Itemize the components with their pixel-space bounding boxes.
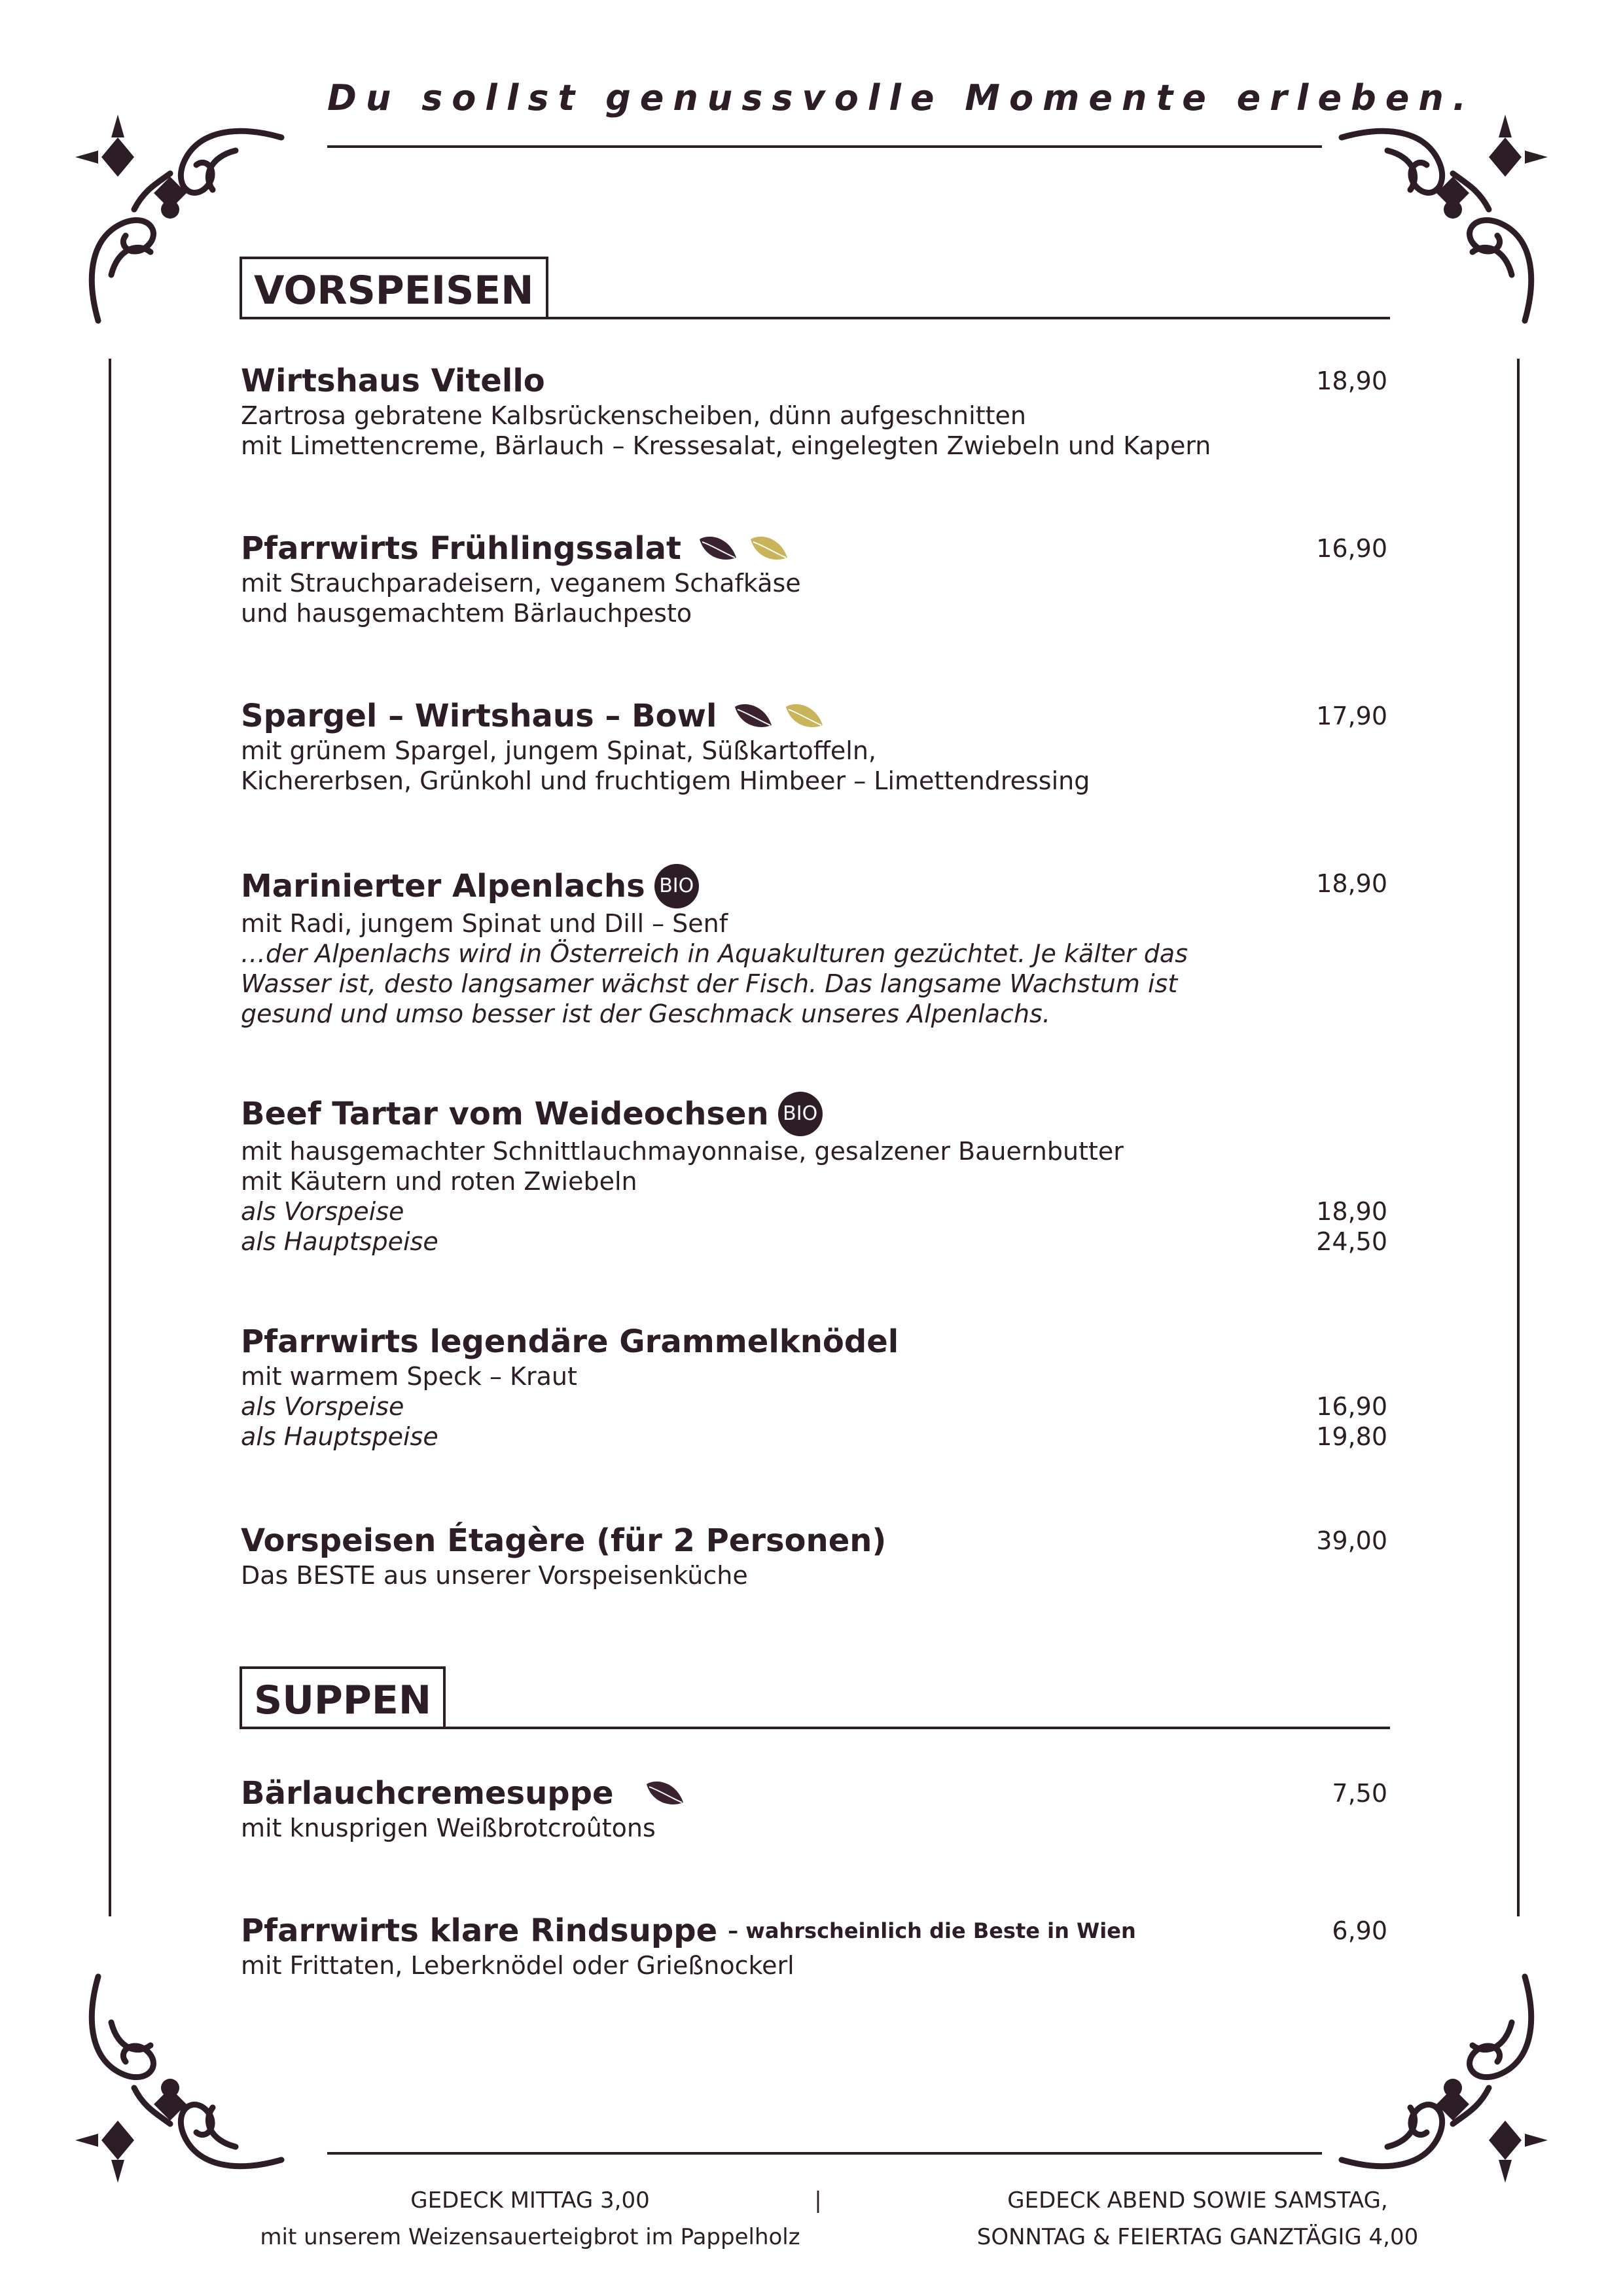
- item-price: 16,90: [1316, 534, 1387, 563]
- item-price: 18,90: [1316, 367, 1387, 395]
- item-name: Vorspeisen Étagère (für 2 Personen): [241, 1522, 887, 1559]
- leaf-gold-icon: [783, 702, 825, 730]
- ornament-bottom-left: [72, 1970, 288, 2186]
- item-desc: mit Frittaten, Leberknödel oder Grießnockerl: [241, 1951, 794, 1980]
- leaf-dark-icon: [732, 702, 774, 730]
- variant-label: als Hauptspeise: [241, 1227, 438, 1256]
- item-desc: Das BESTE aus unserer Vorspeisenküche: [241, 1561, 748, 1590]
- item-desc: Kichererbsen, Grünkohl und fruchtigem Himbeer – Limettendressing: [241, 766, 1090, 795]
- variant-price: 16,90: [1316, 1392, 1387, 1421]
- item-price: 7,50: [1332, 1779, 1387, 1808]
- item-note: gesund und umso besser ist der Geschmack unseres Alpenlachs.: [241, 999, 1050, 1028]
- item-note: …der Alpenlachs wird in Österreich in Aquakulturen gezüchtet. Je kälter das: [241, 939, 1188, 968]
- frame-left: [109, 359, 111, 1916]
- item-name: Wirtshaus Vitello: [241, 363, 545, 399]
- item-note: Wasser ist, desto langsamer wächst der Fisch. Das langsame Wachstum ist: [241, 969, 1178, 998]
- footer-right-line-1: GEDECK ABEND SOWIE SAMSTAG,: [1007, 2187, 1388, 2214]
- bio-badge: BIO: [654, 864, 699, 908]
- section-title-vorspeisen: VORSPEISEN: [240, 257, 548, 319]
- frame-right: [1517, 359, 1520, 1916]
- item-name: Bärlauchcremesuppe: [241, 1775, 614, 1812]
- item-desc: mit grünem Spargel, jungem Spinat, Süßkartoffeln,: [241, 736, 877, 765]
- variant-label: als Hauptspeise: [241, 1422, 438, 1451]
- section-rule-suppen: [240, 1727, 1390, 1729]
- footer-right-line-2: SONNTAG & FEIERTAG GANZTÄGIG 4,00: [976, 2224, 1419, 2250]
- variant-label: als Vorspeise: [241, 1392, 404, 1421]
- footer-left-line-2: mit unserem Weizensauerteigbrot im Pappelholz: [260, 2224, 800, 2250]
- item-name: Beef Tartar vom Weideochsen: [241, 1096, 769, 1132]
- menu-item-fruehlingssalat: [241, 529, 1387, 628]
- leaf-dark-icon: [697, 534, 739, 563]
- item-desc: Zartrosa gebratene Kalbsrückenscheiben, dünn aufgeschnitten: [241, 401, 1026, 430]
- item-desc: mit Radi, jungem Spinat und Dill – Senf: [241, 909, 728, 938]
- bio-badge: BIO: [778, 1092, 823, 1136]
- menu-item-etagere: [241, 1521, 1387, 1590]
- menu-item-baerlauchcremesuppe: [241, 1774, 1387, 1843]
- item-desc: mit warmem Speck – Kraut: [241, 1362, 577, 1391]
- item-name: Spargel – Wirtshaus – Bowl: [241, 698, 717, 734]
- variant-price: 18,90: [1316, 1197, 1387, 1226]
- variant-price: 24,50: [1316, 1227, 1387, 1256]
- item-desc: mit hausgemachter Schnittlauchmayonnaise, gesalzener Bauernbutter: [241, 1137, 1124, 1166]
- item-price: 18,90: [1316, 869, 1387, 898]
- ornament-bottom-right: [1335, 1970, 1551, 2186]
- menu-item-spargel-bowl: [241, 696, 1387, 796]
- menu-item-beef-tartar: [241, 1092, 1387, 1257]
- variant-price: 19,80: [1316, 1422, 1387, 1451]
- item-desc: mit Strauchparadeisern, veganem Schafkäse: [241, 569, 801, 598]
- footer-right: [903, 2182, 1492, 2255]
- section-rule-vorspeisen: [240, 317, 1390, 319]
- item-name: Marinierter Alpenlachs: [241, 868, 645, 905]
- footer-rule: [327, 2152, 1322, 2155]
- menu-item-grammelknoedel: [241, 1322, 1387, 1452]
- item-desc: mit Käutern und roten Zwiebeln: [241, 1167, 637, 1196]
- variant-label: als Vorspeise: [241, 1197, 404, 1226]
- item-desc: mit knusprigen Weißbrotcroûtons: [241, 1814, 656, 1842]
- item-desc: und hausgemachtem Bärlauchpesto: [241, 599, 692, 628]
- item-name: Pfarrwirts legendäre Grammelknödel: [241, 1323, 899, 1360]
- leaf-dark-icon: [644, 1779, 686, 1808]
- ornament-top-right: [1335, 111, 1551, 327]
- section-title-suppen: SUPPEN: [240, 1666, 446, 1729]
- header-rule: [327, 145, 1322, 148]
- item-name: Pfarrwirts klare Rindsuppe: [241, 1912, 718, 1949]
- item-price: 6,90: [1332, 1916, 1387, 1945]
- item-subtitle: – wahrscheinlich die Beste in Wien: [728, 1918, 1136, 1943]
- menu-item-alpenlachs: [241, 864, 1387, 1029]
- menu-item-rindsuppe: [241, 1911, 1387, 1981]
- tagline: Du sollst genussvolle Momente erleben.: [327, 77, 1476, 118]
- item-price: 17,90: [1316, 702, 1387, 730]
- item-name: Pfarrwirts Frühlingssalat: [241, 530, 681, 567]
- footer-left-line-1: GEDECK MITTAG 3,00: [410, 2187, 650, 2214]
- item-desc: mit Limettencreme, Bärlauch – Kressesalat, eingelegten Zwiebeln und Kapern: [241, 431, 1211, 460]
- menu-item-wirtshaus-vitello: [241, 361, 1387, 461]
- leaf-gold-icon: [748, 534, 790, 563]
- footer-separator: |: [814, 2187, 822, 2214]
- item-price: 39,00: [1316, 1526, 1387, 1555]
- footer-left: [223, 2182, 838, 2255]
